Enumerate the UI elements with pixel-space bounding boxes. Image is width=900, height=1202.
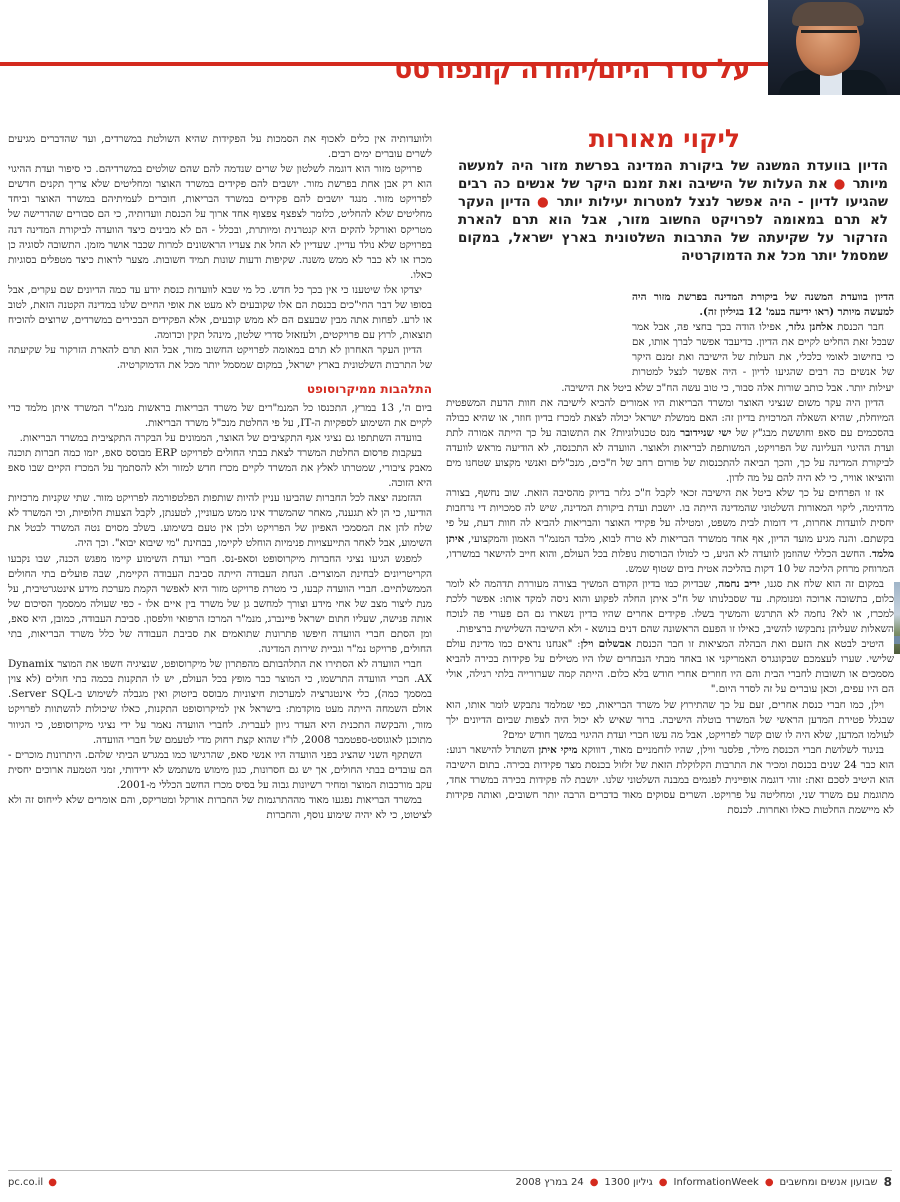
right-paragraph: במקום זה הוא שלח את סגנו, יריב נחמה, שבדיוק כמו בדיון הקודם המשיך בצורה מעוררת תדהמה לא לומר כלום, בתשובה ארוכה ומנומקת. עד שסבלנותו של ח"כ איתן החלה לפקוע והוא ניסה למקד אותו: אפשר ללכת למכרז, או לא? נחמה לא התרגש והמשיך בשלו. פקידים אחרים שהיו בדיון נשארו גם הם פעורי פה לנוכח השאלות שעליהן נתבקשו להשיב, כאילו זו הפעם הראשונה שהם דנים בנושא - ולא הישיבה השלישית ברציפות. [446, 577, 894, 636]
columnist-photo [768, 0, 900, 95]
person-name: מיקי איתן [538, 743, 578, 756]
bullet-icon: ● [536, 195, 551, 210]
bullet-icon: ● [833, 177, 847, 192]
article-title: ליקוי מאורות [588, 124, 740, 153]
sidebar-paragraph: בעקבות פרסום החלטת המשרד לצאת בבתי החולים לפרויקט ERP מבוסס סאפ, יזמו כמה חברות תוכנה מאבק ציבורי, שמטרתו לאלץ את המשרד לקיים מכרז חדש למזור ולא להסתמך על המכרז הקיים שבו סאפ היא הזוכה. [8, 446, 432, 490]
right-paragraph: בניגוד לשלושת חברי הכנסת מילר, פלסנר ווילן, שהיו לוחמניים מאוד, דוווקא מיקי איתן השתדל להישאר רגוע: הוא כבר 24 שנים בכנסת ומכיר את התרבות הקלוקלת הזאת של זלזול בכנסת מצד פקידות בכירה. בתום הישיבה הוא היטיב לסכם זאת: זוהי דוגמה אופיינית לפגמים במבנה השלטוני שלנו. יושבת לה פקידות בכירה במשרד אחד, מתוגמת עם משרד שני, ומחליטה על פרויקט. השרים עסוקים מאוד בדברים הרבה יותר חשובים, ואותה פקידות לא מיישמת החלטות כאלו ואחרות. לכנסת [446, 743, 894, 817]
sidebar-title: התלהבות ממיקרוסופט [306, 381, 432, 396]
left-paragraph: ולוועדותיה אין כלים לאכוף את הסמכות על הפקידות שהיא השולטת במשרדים, ועד שהדברים מגיעים לשרים עוברים ימים רבים. [8, 133, 432, 161]
brand-name: InformationWeek [673, 1176, 759, 1188]
lead-part-3: הדיון העקר לא תרם במאומה לפרויקט החשוב מזור, אבל הוא תרם להארת הזרקור על שקיעתה של התרבות השלטונית בארץ ישראל, במקום שמסמל יותר מכל את הדמוקרטיה [458, 195, 888, 264]
footer-site [8, 1177, 57, 1188]
page-number: 8 [883, 1175, 892, 1189]
sidebar-paragraph: למפגש הגיעו נציגי החברות מיקרוסופט וסאפ-נס. חברי ועדת השימוע קיימו מפגש הכנה, שבו נקבעו הקריטריונים לבחינת המוצרים. הנחת העבודה הייתה סביבת העבודה הקיימת, שבה פועלים בתי החולים הממשלתיים. חברי הוועדה קבעו, כי מטרת פרויקט מזור היא לאפשר הקמת מערכת מידע אינטגרטיבית, על מנת ליצור מצב של אחי מידע וצורך למחשב גן של משרד בין איים אלו - כפי שעולה ממסמך הסיכום של אותה פגישה, שעליו חתום ישראל פיינברג, מנמ"ר המרכז הרפואי וולפסון. סביבת העבודה, כמובן, היא סאפ, ומן הסתם חברי הוועדה חיפשו פתרונות שתואמים את סביבת העבודה של כלל משרד הבריאות, בתי החולים, פרויקט נמ"ר וגביית שירות המדינה. [8, 552, 432, 656]
section-header: על סדר היום/יהודה קונפורטס [394, 54, 750, 85]
sidebar-paragraph: בוועדה השתתפו גם נציגי אגף התקציבים של האוצר, הממונים על הבקרה התקציבית במשרד הבריאות. [19, 431, 422, 444]
right-paragraph: וילן, כמו חברי כנסת אחרים, זעם על כך שהתירוץ של משרד הבריאות, כפי שמלמד נתבקש לומר אותו, הוא שבגלל פטירת המדען הראשי של המשרד בוטלה הישיבה. ברור שאיש לא יכול היה לצפות שביום הדיונים ילך לעולמו המדען, שלא היה לו שום קשר לפרויקט, אבל מה עשו חברי ועדת ההיגוי במשך חודש ימים? [446, 698, 894, 741]
left-column [8, 132, 432, 823]
right-paragraph: חבר הכנסת אלחנן גלזר, אפילו הודה בכך בחצי פה, אבל אמר שבכל זאת החליט לקיים את הדיון. בדיעבד אפשר לברך אותו, אם כי בחישוב לאומי כלכלי, את העלות של הישיבה ואת זמנם היקר של אנשים כה רבים שהגיעו לדיון - היה אפשר לנצל למטרות יעילות יותר. אבל כותב שורות אלה סבור, כי טוב עשה הח"כ שלא ביטל את הישיבה. [561, 321, 894, 394]
right-paragraph: אז זו הפרחים על כך שלא ביטל את הישיבה זכאי לקבל ח"כ גלזר בדיוק מהסיבה הזאת. שוב נחשף, בצורה מדהימה, ליקוי המאורות השלטוני שהמדינה הייתה בו. יושבת ועדת ביקורת המדינה, שיש לה סמכויות די נרחבות יחסית לוועדות אחרות, די דומות לבית משפט, ומטילה על פקידי האוצר והבריאות להביא לה חוות דעת, על פי בקשתם. והנה מגיע מועד הדיון, אף אחד ממשרד הבריאות לא טרח לבוא, מלבד המנמ"ר האמון והמקצועי, איתן מלמד. החשב הכללי שהוזמן לוועדה לא הגיע, כי למולו הבורסות נופלות בכל העולם, והוא חייב להישאר במשרדו, המרוחק מרחק הליכה של 10 דקות בהליכה אטית ביום שטוף שמש. [446, 487, 894, 575]
person-name: אלחנן גלזר [788, 321, 833, 334]
person-name: יריב נחמה [718, 577, 760, 590]
lead-part-1: הדיון בוועדת המשנה של ביקורת המדינה בפרשת מזור היה למעשה מיותר [458, 159, 889, 192]
lead-part-2: את העלות של הישיבה ואת זמנם היקר של אנשים כה רבים שהגיעו לדיון - היה אפשר לנצל למטרות יעילות יותר [458, 177, 888, 210]
sidebar-paragraph: השתקף השני שהציג בפני הוועדה היו אנשי סאפ, שהרגישו כמו במגרש הביתי שלהם. היתרונות מוכרים - הם עובדים בבתי החולים, אך יש גם חסרונות, כגון מימוש משתמש לא ידידותי, זמני הטמעה ארוכים יחסית עקב מורכבות המוצר ומחיר רשיונות גבוה על בסיס מכרז החשב הכללי מ-2001. [8, 748, 432, 791]
issue-number: גיליון 1300 [604, 1176, 653, 1188]
person-name: ישי שניידובר [680, 426, 732, 439]
publication-name: שבועון אנשים ומחשבים [779, 1176, 878, 1188]
sidebar-paragraph: חברי הוועדה לא הסתירו את התלהבותם מהפתרון של מיקרוסופט, שנציגיה חשפו את המוצר Dynamix AX. חברי הוועדה התרשמו, כי המוצר כבר מופץ בכל העולם, יש לו התקנות בכמה בתי חולים (לא צוין במסמך כמה), כלי אינטגרציה למערכות חיצוניות מבוסס ביזטוק ואין מגבלה לשימוש ב-Server SQL. אולם השמחה הייתה מעט מוקדמת: בישראל אין למיקרוסופט התקנות, כאלו שיכולות להשתוות לפרויקט מזור, והבקשה התכנית היא העדר גיוון לעברית. לחברי הוועדה נאמר על ידי נציגי מיקרוסופט, כי הגיוור מתוכנן לאוגוסט-ספטמבר 2008, לו"ז שהוא קצת רחוק מדי לטעמם של חברי הוועדה. [8, 658, 432, 746]
sidebar-paragraph: ההזמנה יצאה לכל החברות שהביעו עניין להיות שותפות הפלטפורמה לפרויקט מזור. שתי שקניות מרכזיות הודיעו, כי הן לא תגענה, מאחר שהמשרד אינו ממש מעוניין, לטענתן, לקבל הצעות חלופיות, וכי המשרד לא שלח להן את המסמכי האפיון של הפרויקט ולכן אין טעם בשימוע. בשלב מסוים נטה המשרד לבטל את השימוע, אבל לאחר התייעצויות פנימיות הוחלט לקיימו, בבחינת "מי שיבוא יבוא". וכך היה. [8, 492, 432, 550]
sidebar-paragraph: במשרד הבריאות נפגעו מאוד מההתרגמות של החברות אורקל ומטריקס, והם אומרים שלא לייחוס זה ולא לציטוט, כי לא יהיה שימוע נוסף, והחברות [8, 794, 432, 822]
issue-date: 24 במרץ 2008 [515, 1176, 584, 1188]
left-paragraph: פרויקט מזור הוא דוגמה לשלטון של שרים שנדמה להם שהם שולטים במשרדיהם. כי סיפור ועדת ההיגוי הוא רק אבן אחת בפרשת מזור. יושבים להם פקידים במשרד האוצר ומחליטים שלא צריך תקנים חדשים לפרויקט מזור. מנגד יושבים להם פקידים במשרד הבריאות, חוברים לעמיתיהם במשרד האוצר וביחד מחליטים שלא להחליט, כלומר לצפצף צפצוף אחד ארוך על הכנסת וועדותיה, כי הם סבורים שהדרישה של מטריקס ואורקל להקים היא קנטרנית ומיותרת, ובכלל - הם לא מבינים כיצד הוועדה לביקורת המדינה דנה בפרויקט שלא נולד עדיין. שעדיין לא החל את צעדיו הראשונים למרות שכבר אושר מזמן. התשובה לסוגיה כן מכרז או לא כבר לא ממש משנה. שקיפות ודעות שונות תמיד חשובות. מצער לראות כיצד מטפלים בסוגיות כאלו. [8, 163, 432, 281]
knesset-photo [894, 582, 900, 654]
person-name: איתן מלמד [446, 532, 894, 560]
bullet-icon: ● [764, 1176, 774, 1188]
left-paragraph: הדיון העקר האחרון לא תרם במאומה לפרויקט החשוב מזור, אבל הוא תרם להארת הזרקור על שקיעתה של התרבות השלטונית בארץ ישראל, במקום שמסמל יותר מכל את הדמוקרטיה. [8, 344, 432, 372]
right-column [446, 290, 894, 818]
site-link[interactable]: pc.co.il [8, 1176, 44, 1188]
bullet-icon: ● [48, 1176, 57, 1188]
left-paragraph: יצדקו אלו שיטענו כי אין בכך כל חדש. כל מי שבא לוועדות כנסת יודע עד כמה הדיונים שם עקרים, אבל בסופו של דבר החי"כים בכנסת הם אלו שקובעים לא מעט את אופי החיים שלנו במדינה הקטנה הזאת, לטוב או לרע. לפחות אתה מבין שבעצם הם לא ממש קובעים, אלא הפקידים הבכירים במשרדים, שרוצים להוכיח תוצאות, לרוץ עם פרויקטים, ולעזאזל סדרי שלטון, מינהל תקין וכדומה. [8, 283, 432, 342]
intro-paragraph: הדיון בוועדת המשנה של ביקורת המדינה בפרשת מזור היה למעשה מיותר (ראו ידיעה בעמ' 12 בגיליון זה). [632, 291, 894, 319]
sidebar-paragraph: ביום ה', 13 במרץ, התכנסו כל המנמ"רים של משרד הבריאות בראשות מנמ"ר המשרד איתן מלמד כדי לקיים את השימוע לספקיות ה-IT, על פי החלטת מנכ"ל משרד הבריאות. [8, 401, 433, 429]
bullet-icon: ● [658, 1176, 668, 1188]
article-lead [458, 158, 888, 266]
footer-info [516, 1175, 892, 1189]
person-name: אבשלום וילן [580, 638, 632, 651]
page-footer [8, 1170, 892, 1193]
right-paragraph: הדיון היה עקר משום שנציגי האוצר ומשרד הבריאות היו אמורים להביא לישיבה את חוות הדעת המשפטית המיוחלת, שהיא השאלה המרכזית בדיון זה: האם ממשלת ישראל יכולה לצאת למכרז בדיון חוזר, או שהיא כבולה בהסכמים עם סאפ וחוששת מבג"ץ של ישי שניידובר מנס טכנולוגיות? את התשובה על כך הייתה אמורה לתת ועדת ההיגוי העליונה של הפרויקט, המשותפת לבריאות ולאוצר. הוועדה לא התכנסה, לא הודיעה מראש לוועדה לביקורת המדינה על כך, והכך הביאה להתכנסות של פורום רחב של ח"כים, מנכ"לים ואנשי מקצוע שטחנו מים והוציאו אוויר, כי לא היה להם על מה לדון. [446, 396, 894, 485]
bullet-icon: ● [589, 1176, 599, 1188]
right-paragraph: היטיב לבטא את הזעם ואת הבהלה המציאות זו חבר הכנסת אבשלום וילן: "אנחנו נראים כמו מדינת עולם שלישי. שערו לעצמכם שבקונגרס האמריקני או באחד מבתי הנבחרים שלו היו מטילים על פקידות בכירה להביא מסמכים או תשובות לחברי הבית והם היו חוזרים אחרי חודש בלא כלום. הייתה קמה שערורייה בלתי רגילה, אולי הם היו עפים, וכאן עוברים על זה לסדר היום." [446, 638, 894, 696]
